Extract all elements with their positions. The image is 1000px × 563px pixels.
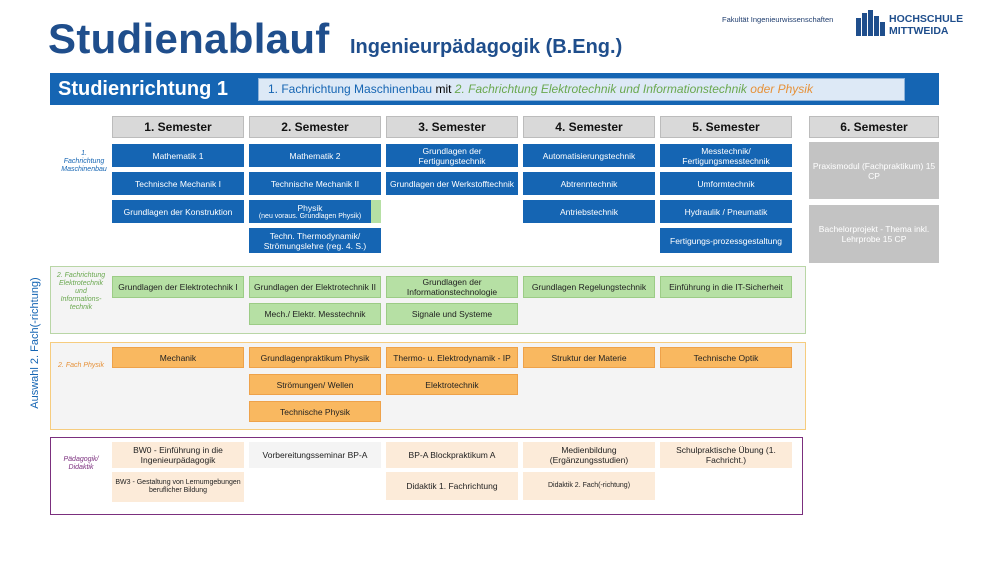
- module-automatisierungstechnik: Automatisierungstechnik: [523, 144, 655, 167]
- module-informationstechnologie: Grundlagen der Informationstechnologie: [386, 276, 518, 298]
- module-mechanik: Mechanik: [112, 347, 244, 368]
- module-abtrenntechnik: Abtrenntechnik: [523, 172, 655, 195]
- module-physik-note: (neu voraus. Grundlagen Physik): [258, 212, 362, 220]
- module-medienbildung: Medienbildung (Ergänzungsstudien): [523, 442, 655, 468]
- row-label-didaktik: Pädagogik/ Didaktik: [63, 456, 99, 471]
- module-bw3-lernumgebungen: BW3 - Gestaltung von Lernumgebungen beruflicher Bildung: [112, 472, 244, 502]
- direction-title: Studienrichtung 1: [58, 78, 228, 100]
- semester-header-1: 1. Semester: [112, 116, 244, 138]
- module-grundlagen-elektrotechnik-2: Grundlagen der Elektrotechnik II: [249, 276, 381, 298]
- module-fertigungsprozessgestaltung: Fertigungs-prozessgestaltung: [660, 228, 792, 253]
- module-blockpraktikum-a: BP-A Blockpraktikum A: [386, 442, 518, 468]
- module-vorbereitungsseminar: Vorbereitungsseminar BP-A: [249, 442, 381, 468]
- university-logo-icon: [856, 10, 886, 38]
- module-fertigungstechnik: Grundlagen der Fertigungstechnik: [386, 144, 518, 167]
- module-mathematik-2: Mathematik 2: [249, 144, 381, 167]
- module-werkstofftechnik: Grundlagen der Werkstofftechnik: [386, 172, 518, 195]
- module-technische-physik: Technische Physik: [249, 401, 381, 422]
- semester-header-2: 2. Semester: [249, 116, 381, 138]
- row-label-physik: 2. Fach Physik: [58, 362, 104, 369]
- semester-header-3: 3. Semester: [386, 116, 518, 138]
- module-hydraulik-pneumatik: Hydraulik / Pneumatik: [660, 200, 792, 223]
- module-umformtechnik: Umformtechnik: [660, 172, 792, 195]
- module-struktur-materie: Struktur der Materie: [523, 347, 655, 368]
- module-thermo-elektrodynamik: Thermo- u. Elektrodynamik - IP: [386, 347, 518, 368]
- module-regelungstechnik: Grundlagen Regelungstechnik: [523, 276, 655, 298]
- module-signale-systeme: Signale und Systeme: [386, 303, 518, 325]
- semester-header-6: 6. Semester: [809, 116, 939, 138]
- direction-part-3: 2. Fachrichtung Elektrotechnik und Informationstechnik: [454, 82, 747, 96]
- side-label-text: Auswahl 2. Fach(-richtung): [29, 277, 41, 409]
- page-title: Studienablauf: [48, 15, 330, 62]
- semester-header-4: 4. Semester: [523, 116, 655, 138]
- module-grundlagenpraktikum-physik: Grundlagenpraktikum Physik: [249, 347, 381, 368]
- module-thermodynamik: Techn. Thermodynamik/ Strömungslehre (reg. 4. S.): [249, 228, 381, 253]
- module-it-sicherheit: Einführung in die IT-Sicherheit: [660, 276, 792, 298]
- module-grundlagen-elektrotechnik-1: Grundlagen der Elektrotechnik I: [112, 276, 244, 298]
- row-label-maschinenbau: 1. Fachrichtung Maschinenbau: [61, 150, 107, 173]
- module-bw0-einfuehrung: BW0 - Einführung in die Ingenieurpädagogik: [112, 442, 244, 468]
- page-subtitle: Ingenieurpädagogik (B.Eng.): [350, 36, 623, 58]
- faculty-label: Fakultät Ingenieurwissenschaften: [722, 15, 834, 24]
- module-praxismodul: Praxismodul (Fachpraktikum) 15 CP: [809, 142, 939, 199]
- module-antriebstechnik: Antriebstechnik: [523, 200, 655, 223]
- module-bachelorprojekt: Bachelorprojekt - Thema inkl. Lehrprobe 15 CP: [809, 205, 939, 263]
- module-messtechnik: Messtechnik/ Fertigungsmesstechnik: [660, 144, 792, 167]
- row-label-elektrotechnik: 2. Fachrichtung Elektrotechnik und Informations-technik: [56, 272, 106, 311]
- module-stroemungen-wellen: Strömungen/ Wellen: [249, 374, 381, 395]
- module-technische-optik: Technische Optik: [660, 347, 792, 368]
- direction-part-1: 1. Fachrichtung Maschinenbau: [268, 82, 433, 96]
- module-grundlagen-konstruktion: Grundlagen der Konstruktion: [112, 200, 244, 223]
- module-elektrotechnik: Elektrotechnik: [386, 374, 518, 395]
- module-technische-mechanik-1: Technische Mechanik I: [112, 172, 244, 195]
- module-didaktik-1-fachrichtung: Didaktik 1. Fachrichtung: [386, 472, 518, 500]
- module-technische-mechanik-2: Technische Mechanik II: [249, 172, 381, 195]
- module-mathematik-1: Mathematik 1: [112, 144, 244, 167]
- module-mech-elektr-messtechnik: Mech./ Elektr. Messtechnik: [249, 303, 381, 325]
- direction-description: [258, 78, 905, 101]
- direction-part-2: mit: [432, 82, 455, 96]
- module-physik-title: Physik: [297, 202, 323, 213]
- logo-line-2: MITTWEIDA: [889, 25, 949, 37]
- module-schulpraktische-uebung: Schulpraktische Übung (1. Fachricht.): [660, 442, 792, 468]
- logo-line-1: HOCHSCHULE: [889, 13, 964, 25]
- physik-green-marker: [371, 200, 381, 223]
- module-physik: [249, 200, 371, 223]
- semester-header-5: 5. Semester: [660, 116, 792, 138]
- direction-part-4: oder Physik: [746, 82, 813, 96]
- module-didaktik-2-fach: Didaktik 2. Fach(-richtung): [523, 472, 655, 500]
- university-logo-text: [889, 13, 963, 37]
